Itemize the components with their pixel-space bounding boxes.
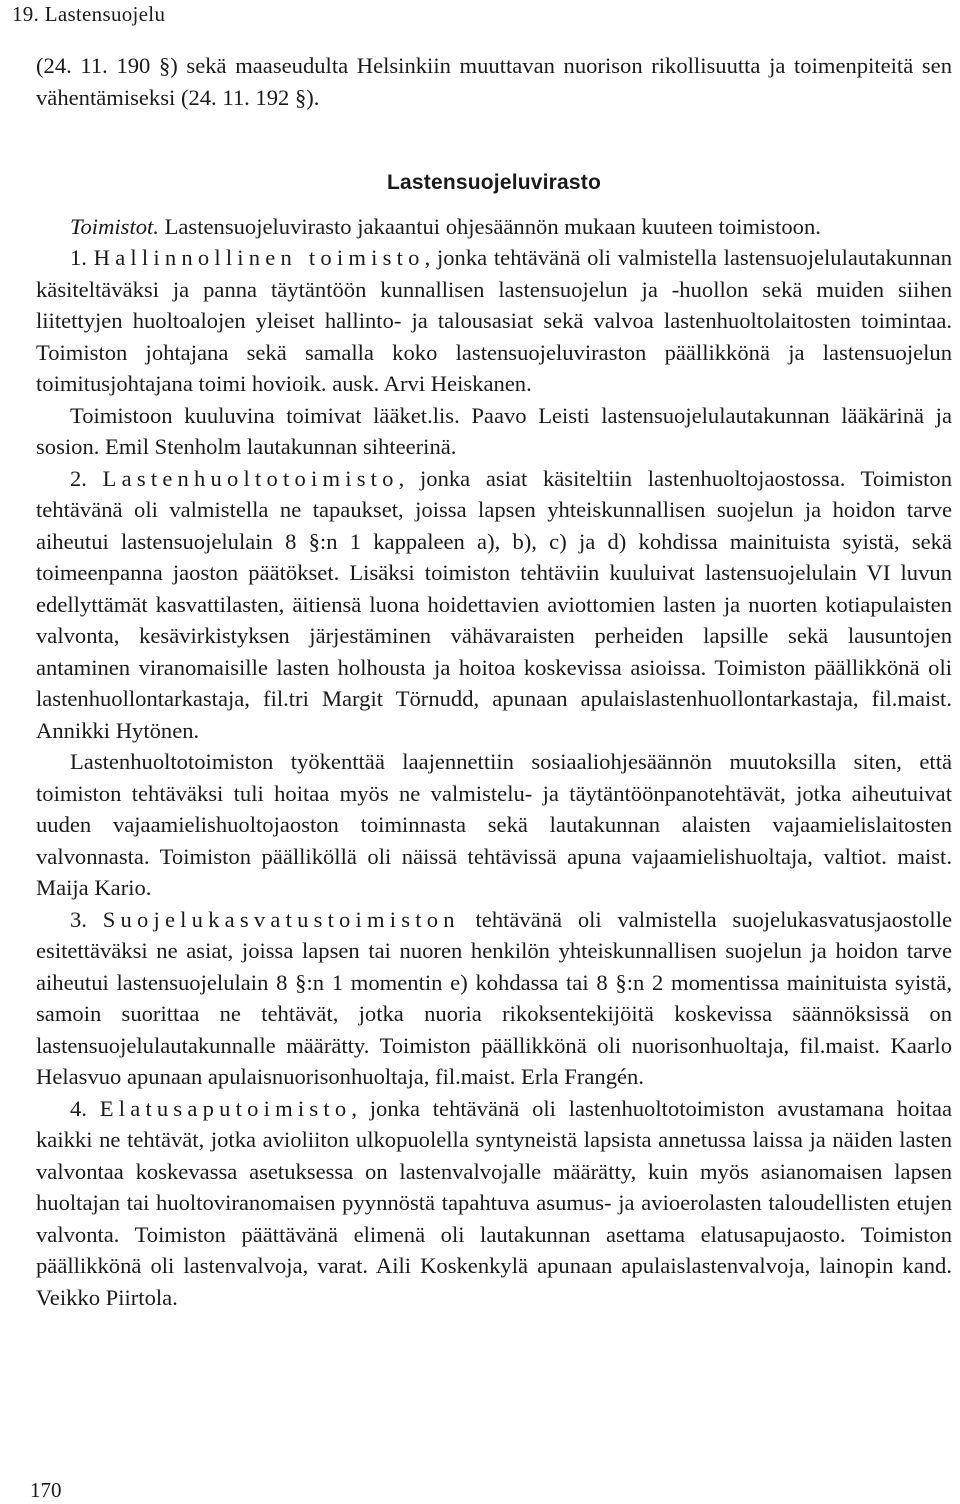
office-1-text: , jonka tehtävänä oli valmistella lastensuojelulautakunnan käsiteltäväksi ja panna täytäntöön kunnallisen lastensuojelun ja -huollon sekä muiden siihen liitettyjen huoltoalojen yleiset hallinto- ja talousasiat sekä valvoa lastenhuoltolaitosten toimintaa. Toimiston johtajana sekä samalla koko lastensuojeluviraston päällikkönä ja lastensuojelun toimitusjohtajana toimi hovioik. ausk. Arvi Heiskanen. <box>36 245 952 396</box>
office-1-paragraph <box>36 242 952 400</box>
office-1-number: 1. <box>70 245 94 270</box>
office-2-extra-paragraph: Lastenhuoltotoimiston työkenttää laajennettiin sosiaaliohjesäännön muutoksilla siten, että toimiston tehtäväksi tuli hoitaa myös ne valmistelu- ja täytäntöönpanotehtävät, jotka aiheutuivat uuden vajaamielishuoltojaoston toiminnasta sekä lautakunnan alaisten vajaamielislaitosten valvonnasta. Toimiston päälliköllä oli näissä tehtävissä apuna vajaamielishuoltaja, valtiot. maist. Maija Kario. <box>36 749 952 900</box>
office-3-name: Suojelukasvatustoimiston <box>102 906 460 932</box>
intro-paragraph: (24. 11. 190 §) sekä maaseudulta Helsinkiin muuttavan nuorison rikollisuutta ja toimenpiteitä sen vähentämiseksi (24. 11. 192 §). <box>36 53 952 110</box>
office-2-number: 2. <box>70 465 103 491</box>
body-text <box>36 50 952 1313</box>
office-4-name: Elatusaputoimisto <box>99 1095 352 1121</box>
office-4-number: 4. <box>70 1095 100 1121</box>
office-3-number: 3. <box>70 906 103 932</box>
toimistot-label: Toimistot. <box>70 213 159 239</box>
office-2-text: , jonka asiat käsiteltiin lastenhuoltojaostossa. Toimiston tehtävänä oli valmistella ne tapaukset, joissa lapsen yhteiskunnallisen suojelun ja hoidon tarve aiheutui lastensuojelulain 8 §:n 1 kappaleen a), b), c) ja d) kohdissa mainituista syistä, sekä toimeenpanna jaoston päätökset. Lisäksi toimiston tehtäviin kuuluivat lastensuojelulain VI luvun edellyttämät kasvattilasten, äitiensä luona hoidettavien aviottomien lasten ja nuorten kotiapulaisten valvonta, kesävirkistyksen järjestäminen vähävaraisten perheiden lapsille sekä lausuntojen antaminen viranomaisille lasten holhousta ja hoitoa koskevissa asioissa. Toimiston päällikkönä oli lastenhuollontarkastaja, fil.tri Margit Törnudd, apunaan apulaislastenhuollontarkastaja, fil.maist. Annikki Hytönen. <box>36 465 952 743</box>
running-head: 19. Lastensuojelu <box>12 2 166 26</box>
office-4-text: , jonka tehtävänä oli lastenhuoltotoimiston avustamana hoitaa kaikki ne tehtävät, jotka avioliiton ulkopuolella syntyneistä lapsista annetussa laissa ja näiden lasten valvontaa koskevassa asetuksessa on lastenvalvojalle määrätty, kuin myös asianomaisen lapsen huoltajan tai huoltoviranomaisen pyynnöstä tapahtuva asumus- ja avioerolasten taloudellisten etujen valvonta. Toimiston päättävänä elimenä oli lautakunnan asettama elatusapujaosto. Toimiston päällikkönä oli lastenvalvoja, varat. Aili Koskenkylä apunaan apulaislastenvalvoja, lainopin kand. Veikko Piirtola. <box>36 1095 953 1310</box>
office-4-paragraph <box>36 1093 952 1314</box>
toimistot-text: Lastensuojeluvirasto jakaantui ohjesäännön mukaan kuuteen toimistoon. <box>158 213 821 239</box>
section-heading: Lastensuojeluvirasto <box>386 171 602 194</box>
office-2-name: Lastenhuoltotoimisto <box>102 465 399 491</box>
office-3-paragraph <box>36 904 952 1093</box>
office-3-text: tehtävänä oli valmistella suojelukasvatusjaostolle esitettäväksi ne asiat, joissa lapsen tai nuoren henkilön yhteiskunnallisen suojelun ja hoidon tarve aiheutui lastensuojelulain 8 §:n 1 momentin e) kohdassa tai 8 §:n 2 momentissa mainituista syistä, samoin suorittaa ne tehtävät, jotka nuoria rikoksentekijöitä koskevissa säännöksissä on lastensuojelulautakunnalle määrätty. Toimiston päällikkönä oli nuorisonhuoltaja, fil.maist. Kaarlo Helasvuo apunaan apulaisnuorisonhuoltaja, fil.maist. Erla Frangén. <box>36 906 952 1089</box>
office-1-name: Hallinnollinen toimisto <box>93 245 425 270</box>
office-2-paragraph <box>36 463 952 747</box>
page-number: 170 <box>30 1478 62 1502</box>
office-1-staff-paragraph: Toimistoon kuuluvina toimivat lääket.lis. Paavo Leisti lastensuojelulautakunnan lääkärinä ja sosion. Emil Stenholm lautakunnan sihteerinä. <box>36 402 952 459</box>
toimistot-paragraph <box>36 211 952 243</box>
